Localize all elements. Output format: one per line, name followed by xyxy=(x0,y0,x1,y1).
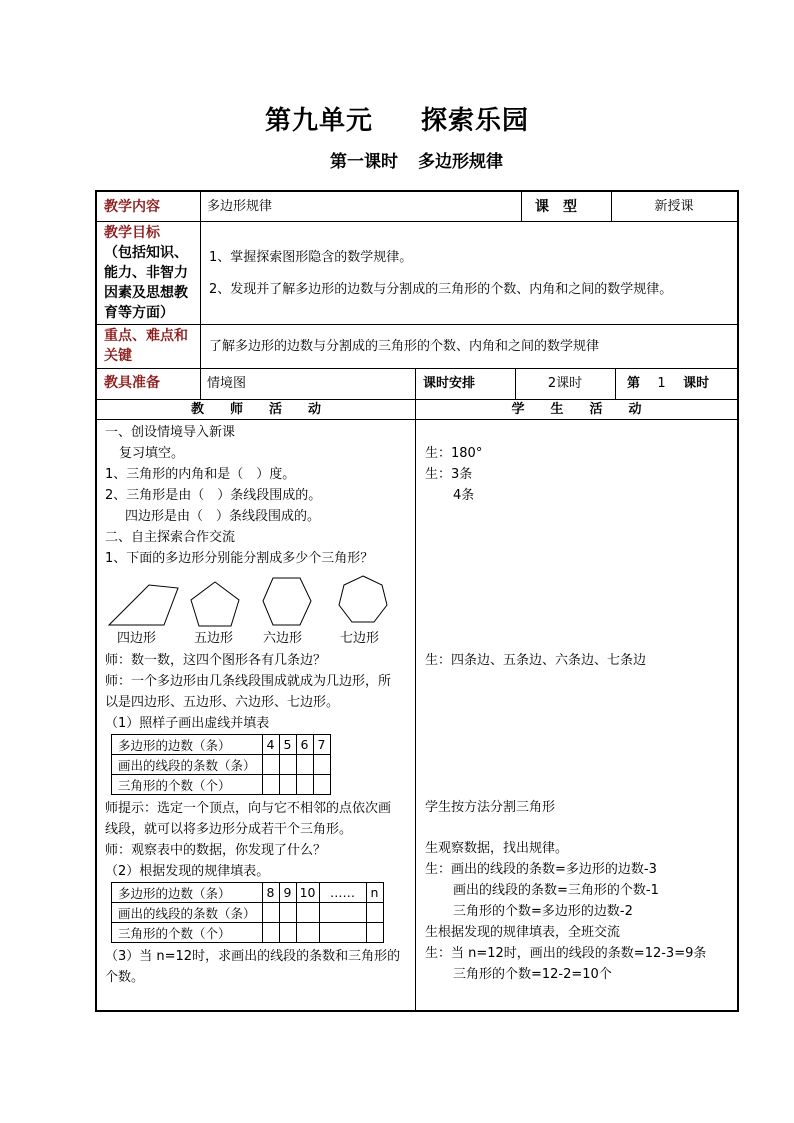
blank-cell[interactable] xyxy=(262,775,279,795)
col-divider xyxy=(615,368,616,399)
teacher-line: （3）当 n=12时，求画出的线段的条数和三角形的 xyxy=(105,949,401,964)
unit-title xyxy=(0,100,794,137)
student-line: 4条 xyxy=(453,488,475,503)
row-header: 多边形的边数（条） xyxy=(112,735,263,755)
col-value: …… xyxy=(319,883,366,903)
lesson-title xyxy=(330,147,503,172)
lesson-name: 多边形规律 xyxy=(418,152,503,172)
shape-label: 五边形 xyxy=(194,631,234,646)
col-value: 4 xyxy=(262,735,279,755)
type-value: 新授课 xyxy=(654,199,694,214)
blank-cell[interactable] xyxy=(313,775,330,795)
teacher-line: 复习填空。 xyxy=(119,446,185,461)
blank-cell[interactable] xyxy=(296,923,319,943)
col-value: 5 xyxy=(279,735,296,755)
col-value: n xyxy=(366,883,383,903)
col-value: 7 xyxy=(313,735,330,755)
row-header: 画出的线段的条数（条） xyxy=(112,755,263,775)
row-divider xyxy=(97,221,737,222)
teacher-line: 1、下面的多边形分别能分割成多少个三角形？ xyxy=(105,551,374,566)
table-row xyxy=(112,903,384,923)
student-line: 生：3条 xyxy=(425,467,473,482)
row-header: 三角形的个数（个） xyxy=(112,923,263,943)
fill-table-1 xyxy=(111,734,331,795)
blank-cell[interactable] xyxy=(262,755,279,775)
blank-cell[interactable] xyxy=(296,775,313,795)
col-divider xyxy=(415,368,416,1012)
col-divider xyxy=(521,192,522,221)
unit-number: 第九单元 xyxy=(264,106,373,136)
tools-value: 情境图 xyxy=(207,376,247,391)
teacher-line: 个数。 xyxy=(105,970,145,985)
heptagon-shape xyxy=(339,576,387,622)
teacher-line: 师：数一数，这四个图形各有几条边？ xyxy=(105,653,327,668)
schedule-label: 课时安排 xyxy=(423,376,476,391)
student-line: 生：画出的线段的条数=多边形的边数-3 xyxy=(425,862,657,877)
table-row xyxy=(112,883,384,903)
tools-label: 教具准备 xyxy=(104,375,160,391)
teacher-column-header: 教 师 活 动 xyxy=(190,402,321,417)
student-line: 生观察数据，找出规律。 xyxy=(425,841,569,856)
student-line: 生根据发现的规律填表，全班交流 xyxy=(425,925,621,940)
key-label-line: 关键 xyxy=(104,348,132,364)
student-line: 生：四条边、五条边、六条边、七条边 xyxy=(425,653,647,668)
blank-cell[interactable] xyxy=(279,923,296,943)
row-divider xyxy=(97,399,737,400)
blank-cell[interactable] xyxy=(296,755,313,775)
polygon-figures xyxy=(105,570,405,632)
col-value: 9 xyxy=(279,883,296,903)
period-suffix: 课时 xyxy=(683,376,710,391)
goal-item-2: 2、发现并了解多边形的边数与分割成的三角形的个数、内角和之间的数学规律。 xyxy=(209,282,673,297)
blank-cell[interactable] xyxy=(279,903,296,923)
teacher-line: 二、自主探索合作交流 xyxy=(105,530,236,545)
shape-label: 七边形 xyxy=(340,631,380,646)
teacher-line: 师：观察表中的数据，你发现了什么？ xyxy=(105,843,327,858)
row-header: 三角形的个数（个） xyxy=(112,775,263,795)
teacher-line: （1）照样子画出虚线并填表 xyxy=(105,716,270,731)
table-row xyxy=(112,923,384,943)
period-prefix: 第 xyxy=(627,376,641,391)
table-row xyxy=(112,735,331,755)
goal-item-1: 1、掌握探索图形隐含的数学规律。 xyxy=(209,250,413,265)
student-line: 三角形的个数=12-2=10个 xyxy=(453,967,612,982)
period-info xyxy=(627,375,709,393)
shape-label: 四边形 xyxy=(117,631,157,646)
teacher-line: 以是四边形、五边形、六边形、七边形。 xyxy=(105,695,340,710)
blank-cell[interactable] xyxy=(319,903,366,923)
student-line: 画出的线段的条数=三角形的个数-1 xyxy=(453,883,659,898)
col-divider xyxy=(200,192,201,399)
row-divider xyxy=(97,324,737,325)
blank-cell[interactable] xyxy=(279,755,296,775)
goal-label-line: 育等方面） xyxy=(104,305,174,321)
row-divider xyxy=(97,419,737,420)
blank-cell[interactable] xyxy=(296,903,319,923)
lesson-number: 第一课时 xyxy=(330,152,398,172)
pentagon-shape xyxy=(191,582,239,626)
blank-cell[interactable] xyxy=(319,923,366,943)
teacher-line: 一、创设情境导入新课 xyxy=(105,425,236,440)
content-value: 多边形规律 xyxy=(207,199,273,214)
student-column-header: 学 生 活 动 xyxy=(511,402,642,417)
goal-label-line: 教学目标 xyxy=(104,225,160,241)
unit-name: 探索乐园 xyxy=(421,106,530,136)
row-header: 多边形的边数（条） xyxy=(112,883,263,903)
lesson-plan-table xyxy=(95,190,739,1012)
shape-label: 六边形 xyxy=(263,631,303,646)
blank-cell[interactable] xyxy=(313,755,330,775)
key-value: 了解多边形的边数与分割成的三角形的个数、内角和之间的数学规律 xyxy=(209,339,600,354)
col-value: 6 xyxy=(296,735,313,755)
student-line: 生：180° xyxy=(425,446,483,461)
goal-label-line: （包括知识、 xyxy=(104,245,188,261)
row-header: 画出的线段的条数（条） xyxy=(112,903,263,923)
quadrilateral-shape xyxy=(109,585,178,625)
goal-label-line: 因素及思想教 xyxy=(104,285,188,301)
type-label: 课 型 xyxy=(535,199,577,215)
key-label-line: 重点、难点和 xyxy=(104,328,188,344)
student-line: 学生按方法分割三角形 xyxy=(425,800,556,815)
blank-cell[interactable] xyxy=(262,903,279,923)
blank-cell[interactable] xyxy=(279,775,296,795)
blank-cell[interactable] xyxy=(262,923,279,943)
row-divider xyxy=(97,368,737,369)
schedule-value: 2课时 xyxy=(547,376,583,391)
col-value: 8 xyxy=(262,883,279,903)
student-line: 三角形的个数=多边形的边数-2 xyxy=(453,904,633,919)
teacher-line: 四边形是由（ ）条线段围成的。 xyxy=(125,509,321,524)
period-number: 1 xyxy=(657,376,666,391)
teacher-line: 2、三角形是由（ ）条线段围成的。 xyxy=(105,488,322,503)
table-row xyxy=(112,755,331,775)
table-row xyxy=(112,775,331,795)
hexagon-shape xyxy=(263,578,311,625)
content-label: 教学内容 xyxy=(104,199,160,215)
student-line: 生：当 n=12时，画出的线段的条数=12-3=9条 xyxy=(425,946,707,961)
teacher-line: 1、三角形的内角和是（ ）度。 xyxy=(105,467,296,482)
teacher-line: 师：一个多边形由几条线段围成就成为几边形，所 xyxy=(105,674,392,689)
blank-cell[interactable] xyxy=(366,903,383,923)
blank-cell[interactable] xyxy=(366,923,383,943)
col-value: 10 xyxy=(296,883,319,903)
teacher-line: 线段，就可以将多边形分成若干个三角形。 xyxy=(105,822,353,837)
teacher-line: 师提示：选定一个顶点，向与它不相邻的点依次画 xyxy=(105,801,392,816)
fill-table-2 xyxy=(111,882,384,943)
teacher-line: （2）根据发现的规律填表。 xyxy=(105,864,270,879)
goal-label-line: 能力、非智力 xyxy=(104,265,188,281)
